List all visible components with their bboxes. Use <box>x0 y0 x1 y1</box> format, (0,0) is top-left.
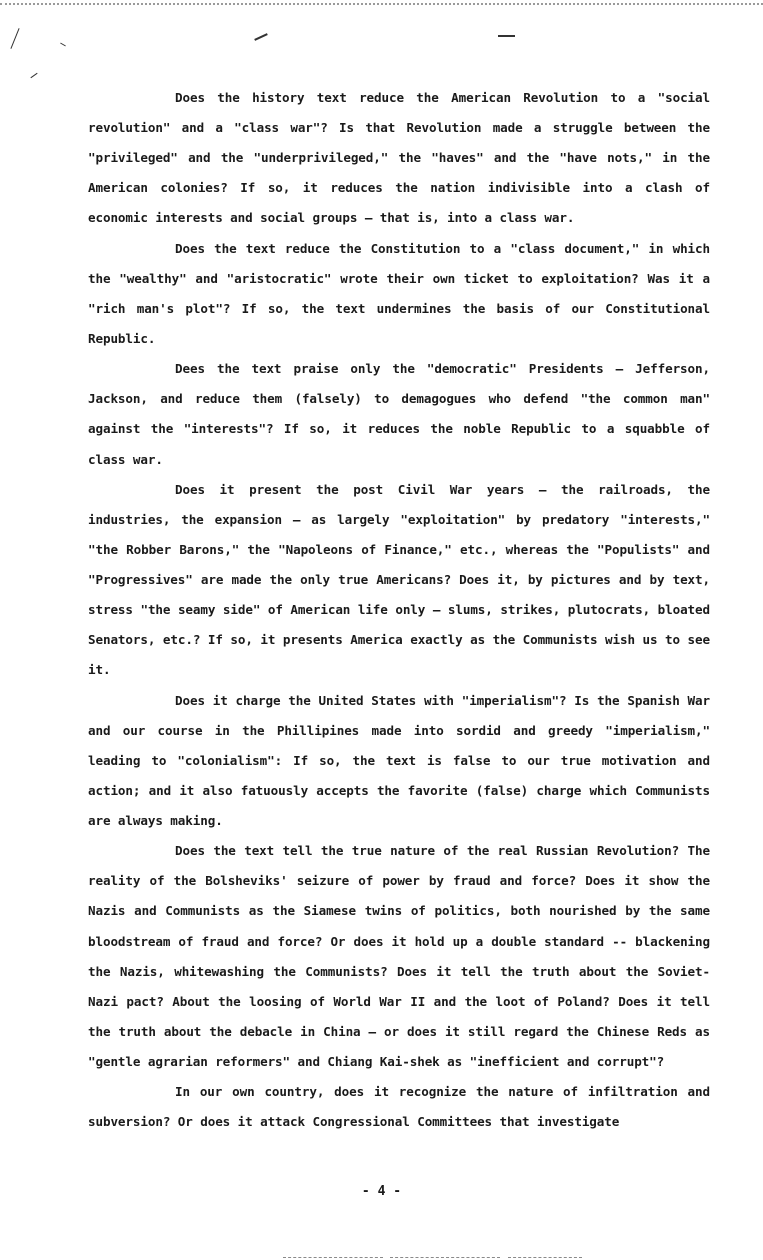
paragraph-democratic-presidents: Dees the text praise only the "democratic" Presidents — Jefferson, Jackson, and reduce them (falsely) to demagogues who defend "the common man" against the "interests"? If so, it reduces the noble Republic to a squabble of class war. <box>88 361 710 467</box>
paragraph-imperialism: Does it charge the United States with "imperialism"? Is the Spanish War and our course in the Phillipines made into sordid and greedy "imperialism," leading to "colonialism": If so, the text is false to our true motivation and action; and it also fatuously accepts the favorite (false) charge which Communists are always making. <box>88 692 710 828</box>
bottom-rule <box>283 1257 383 1258</box>
paragraph-constitution: Does the text reduce the Constitution to a "class document," in which the "wealthy" and "aristocratic" wrote their own ticket to exploitation? Was it a "rich man's plot"? If so, the text undermines the basis of our Constitutional Republic. <box>88 240 710 346</box>
scan-mark <box>498 35 515 37</box>
scan-mark <box>30 73 37 78</box>
paragraph-post-civil-war: Does it present the post Civil War years — the railroads, the industries, the expansion — as largely "exploitation" by predatory "interests," "the Robber Barons," the "Napoleons of Finance," etc., whereas the "Populists" and "Progressives" are made the only true Americans? Does it, by pictures and by text, stress "the seamy side" of American life only — slums, strikes, plutocrats, bloated Senators, etc.? If so, it presents America exactly as the Communists wish us to see it. <box>88 481 710 678</box>
document-body <box>88 83 710 1138</box>
paragraph-infiltration: In our own country, does it recognize the nature of infiltration and subversion? Or does it attack Congressional Committees that investigate <box>88 1084 710 1130</box>
top-perforation-rule <box>0 3 763 5</box>
bottom-rule <box>508 1257 582 1258</box>
scan-mark <box>254 33 268 41</box>
scan-mark <box>60 43 66 47</box>
page-number: - 4 - <box>361 1184 402 1199</box>
scan-mark <box>10 28 19 49</box>
paragraph-russian-revolution: Does the text tell the true nature of the real Russian Revolution? The reality of the Bolsheviks' seizure of power by fraud and force? Does it show the Nazis and Communists as the Siamese twins of politics, both nourished by the same bloodstream of fraud and force? Or does it hold up a double standard -- blackening the Nazis, whitewashing the Communists? Does it tell the truth about the Soviet-Nazi pact? About the loosing of World War II and the loot of Poland? Does it tell the truth about the debacle in China — or does it still regard the Chinese Reds as "gentle agrarian reformers" and Chiang Kai-shek as "inefficient and corrupt"? <box>88 843 710 1069</box>
bottom-rule <box>390 1257 500 1258</box>
paragraph-american-revolution: Does the history text reduce the American Revolution to a "social revolution" and a "class war"? Is that Revolution made a struggle between the "privileged" and the "underprivileged," the "haves" and the "have nots," in the American colonies? If so, it reduces the nation indivisible into a clash of economic interests and social groups — that is, into a class war. <box>88 90 710 226</box>
